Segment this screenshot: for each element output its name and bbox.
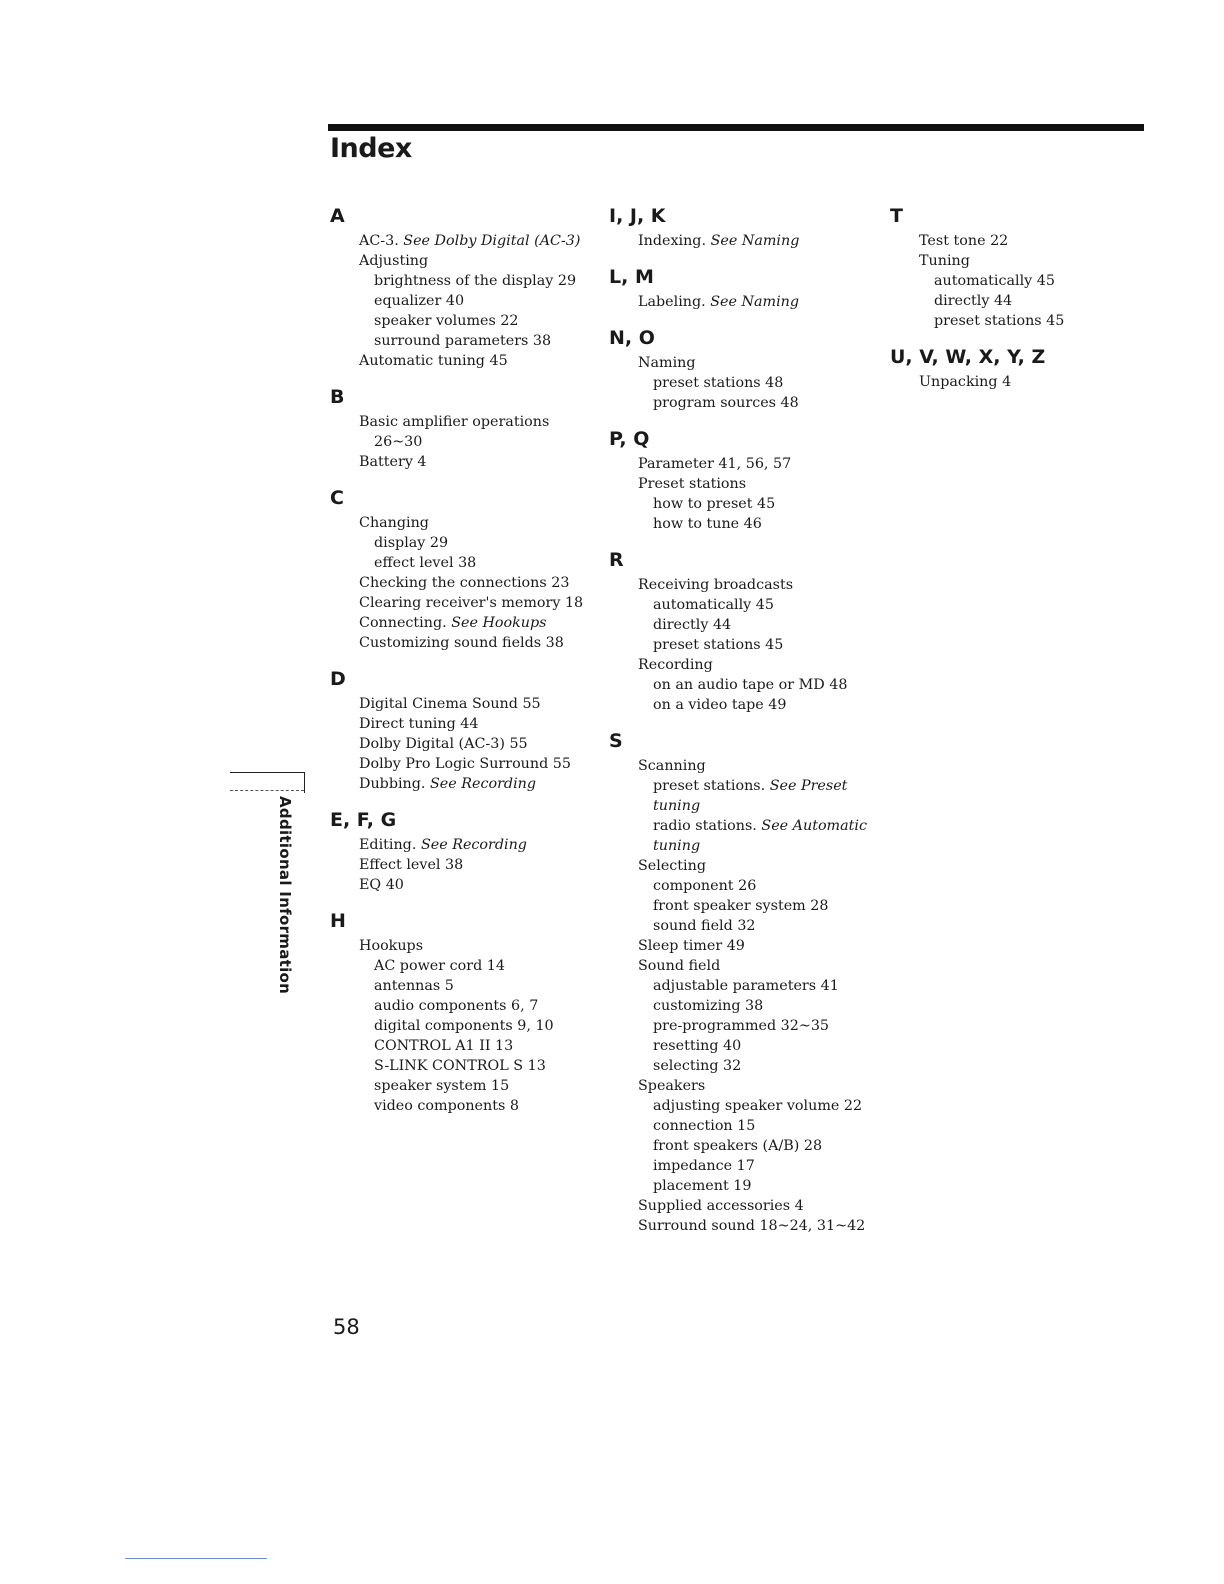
entry-text: Adjusting <box>359 253 429 269</box>
entry-text: AC-3. <box>359 233 399 249</box>
entry-list <box>330 691 595 794</box>
section-letter: T <box>890 205 903 227</box>
index-entry <box>919 271 1090 291</box>
entry-text: Sound field <box>638 958 721 974</box>
entry-list <box>890 369 1090 392</box>
index-entry <box>359 251 595 271</box>
index-entry <box>638 514 874 534</box>
entry-text: Connecting. <box>359 615 447 631</box>
side-tab-divider <box>230 790 304 791</box>
index-entry <box>359 633 595 653</box>
entry-text: EQ 40 <box>359 877 404 893</box>
entry-text: Naming <box>638 355 696 371</box>
index-entry <box>919 311 1090 331</box>
index-entry <box>638 655 874 675</box>
index-entry <box>359 936 595 956</box>
entry-text: front speakers (A/B) 28 <box>653 1138 823 1154</box>
index-entry <box>638 1076 874 1096</box>
index-section <box>609 265 874 312</box>
entry-text: surround parameters 38 <box>374 333 552 349</box>
index-entry <box>359 351 595 371</box>
entry-list <box>609 228 874 251</box>
entry-text: on a video tape 49 <box>653 697 787 713</box>
entry-text: antennas 5 <box>374 978 454 994</box>
section-letter: C <box>330 487 344 509</box>
index-entry <box>359 694 595 714</box>
entry-list <box>609 350 874 413</box>
index-entry <box>638 635 874 655</box>
entry-text: Supplied accessories 4 <box>638 1198 804 1214</box>
entry-text: directly 44 <box>934 293 1013 309</box>
index-entry <box>919 291 1090 311</box>
entry-list <box>330 832 595 895</box>
section-letter: R <box>609 549 624 571</box>
entry-text: Dubbing. <box>359 776 426 792</box>
index-entry <box>359 1096 595 1116</box>
entry-text: Speakers <box>638 1078 706 1094</box>
entry-text: automatically 45 <box>934 273 1055 289</box>
entry-list <box>330 409 595 472</box>
entry-text: Clearing receiver's memory 18 <box>359 595 584 611</box>
entry-text: AC power cord 14 <box>374 958 505 974</box>
index-entry <box>359 875 595 895</box>
entry-text: adjusting speaker volume 22 <box>653 1098 863 1114</box>
index-section <box>609 427 874 534</box>
entry-text: 26~30 <box>374 434 423 450</box>
index-entry <box>359 291 595 311</box>
entry-text: customizing 38 <box>653 998 764 1014</box>
entry-list <box>330 510 595 653</box>
see-reference: See Recording <box>430 776 537 792</box>
entry-list <box>609 289 874 312</box>
index-entry <box>359 956 595 976</box>
section-letter: A <box>330 205 345 227</box>
index-entry <box>638 575 874 595</box>
index-entry <box>359 1036 595 1056</box>
index-entry <box>359 412 595 432</box>
index-entry <box>638 494 874 514</box>
entry-text: Labeling. <box>638 294 706 310</box>
index-entry <box>359 613 595 633</box>
index-section <box>609 729 874 1236</box>
index-entry <box>359 452 595 472</box>
index-entry <box>638 1156 874 1176</box>
entry-text: Parameter 41, 56, 57 <box>638 456 792 472</box>
see-reference: See Hookups <box>451 615 547 631</box>
index-entry <box>638 1016 874 1036</box>
page-title: Index <box>330 133 412 164</box>
index-entry <box>638 856 874 876</box>
index-entry <box>638 474 874 494</box>
entry-text: preset stations. <box>653 778 766 794</box>
index-entry <box>359 855 595 875</box>
entry-text: effect level 38 <box>374 555 477 571</box>
index-entry <box>359 1056 595 1076</box>
entry-text: Scanning <box>638 758 706 774</box>
index-section <box>330 909 595 1116</box>
entry-text: program sources 48 <box>653 395 799 411</box>
index-entry <box>359 231 595 251</box>
index-entry <box>638 796 874 816</box>
entry-text: Changing <box>359 515 429 531</box>
index-entry <box>638 816 874 836</box>
index-entry <box>638 1176 874 1196</box>
see-reference: See Automatic <box>761 818 867 834</box>
entry-text: resetting 40 <box>653 1038 742 1054</box>
entry-text: how to preset 45 <box>653 496 776 512</box>
index-entry <box>638 675 874 695</box>
index-section <box>330 808 595 895</box>
entry-list <box>609 753 874 1236</box>
index-section <box>330 667 595 794</box>
entry-text: pre-programmed 32~35 <box>653 1018 830 1034</box>
see-reference: See Preset <box>769 778 848 794</box>
entry-text: Sleep timer 49 <box>638 938 745 954</box>
entry-text: radio stations. <box>653 818 757 834</box>
index-entry <box>638 756 874 776</box>
section-letter: U, V, W, X, Y, Z <box>890 346 1046 368</box>
see-reference: See Naming <box>710 294 800 310</box>
entry-text: Automatic tuning 45 <box>359 353 508 369</box>
section-letter: H <box>330 910 346 932</box>
index-section <box>609 548 874 715</box>
index-section <box>609 204 874 251</box>
entry-text: video components 8 <box>374 1098 519 1114</box>
index-section <box>609 326 874 413</box>
index-entry <box>359 714 595 734</box>
index-entry <box>638 1196 874 1216</box>
entry-text: Customizing sound fields 38 <box>359 635 564 651</box>
index-section <box>330 486 595 653</box>
index-entry <box>638 393 874 413</box>
side-tab-label: Additional Information <box>276 796 294 995</box>
index-entry <box>638 695 874 715</box>
index-entry <box>638 1116 874 1136</box>
entry-text: Indexing. <box>638 233 707 249</box>
entry-text: sound field 32 <box>653 918 756 934</box>
entry-text: directly 44 <box>653 617 732 633</box>
entry-text: speaker system 15 <box>374 1078 510 1094</box>
index-entry <box>359 976 595 996</box>
entry-text: display 29 <box>374 535 449 551</box>
section-letter: E, F, G <box>330 809 397 831</box>
index-entry <box>638 292 874 312</box>
see-reference: See Naming <box>710 233 800 249</box>
index-column-3 <box>890 204 1090 406</box>
entry-text: Checking the connections 23 <box>359 575 570 591</box>
index-section <box>330 385 595 472</box>
section-letter: L, M <box>609 266 654 288</box>
entry-text: Dolby Digital (AC-3) 55 <box>359 736 528 752</box>
entry-text: Effect level 38 <box>359 857 464 873</box>
entry-text: Tuning <box>919 253 970 269</box>
index-entry <box>638 1056 874 1076</box>
index-entry <box>359 996 595 1016</box>
index-entry <box>359 311 595 331</box>
footer-rule <box>125 1558 267 1559</box>
index-entry <box>638 876 874 896</box>
entry-text: impedance 17 <box>653 1158 755 1174</box>
entry-text: automatically 45 <box>653 597 774 613</box>
index-entry <box>638 1136 874 1156</box>
entry-list <box>609 572 874 715</box>
section-letter: I, J, K <box>609 205 666 227</box>
index-entry <box>359 432 595 452</box>
entry-text: on an audio tape or MD 48 <box>653 677 848 693</box>
see-reference: See Dolby Digital (AC-3) <box>403 233 581 249</box>
index-entry <box>638 896 874 916</box>
index-entry <box>359 774 595 794</box>
index-entry <box>638 836 874 856</box>
index-entry <box>638 231 874 251</box>
entry-text: Editing. <box>359 837 417 853</box>
see-reference: See Recording <box>420 837 527 853</box>
index-entry <box>638 1036 874 1056</box>
index-entry <box>638 996 874 1016</box>
index-entry <box>359 1076 595 1096</box>
index-section <box>890 345 1090 392</box>
index-entry <box>638 976 874 996</box>
index-entry <box>638 353 874 373</box>
index-entry <box>638 595 874 615</box>
index-column-1 <box>330 204 595 1130</box>
entry-text: Digital Cinema Sound 55 <box>359 696 541 712</box>
index-entry <box>359 1016 595 1036</box>
entry-list <box>890 228 1090 331</box>
entry-text: Surround sound 18~24, 31~42 <box>638 1218 866 1234</box>
index-entry <box>638 956 874 976</box>
section-letter: D <box>330 668 346 690</box>
index-entry <box>359 835 595 855</box>
entry-text: preset stations 45 <box>653 637 784 653</box>
entry-text: digital components 9, 10 <box>374 1018 554 1034</box>
index-entry <box>359 513 595 533</box>
entry-text: Battery 4 <box>359 454 427 470</box>
index-entry <box>638 1216 874 1236</box>
page-number: 58 <box>333 1315 360 1339</box>
entry-text: Hookups <box>359 938 424 954</box>
header-rule <box>328 124 1144 131</box>
index-entry <box>638 1096 874 1116</box>
index-entry <box>359 553 595 573</box>
see-reference: tuning <box>653 838 701 854</box>
entry-list <box>609 451 874 534</box>
entry-text: Recording <box>638 657 713 673</box>
index-entry <box>919 231 1090 251</box>
entry-text: selecting 32 <box>653 1058 742 1074</box>
index-entry <box>919 372 1090 392</box>
index-entry <box>359 533 595 553</box>
index-entry <box>638 776 874 796</box>
index-entry <box>359 754 595 774</box>
entry-text: Preset stations <box>638 476 747 492</box>
entry-text: equalizer 40 <box>374 293 465 309</box>
entry-text: component 26 <box>653 878 757 894</box>
index-entry <box>638 936 874 956</box>
index-column-2 <box>609 204 874 1250</box>
entry-text: CONTROL A1 II 13 <box>374 1038 514 1054</box>
index-entry <box>638 373 874 393</box>
see-reference: tuning <box>653 798 701 814</box>
index-entry <box>359 331 595 351</box>
entry-text: Receiving broadcasts <box>638 577 794 593</box>
entry-text: Basic amplifier operations <box>359 414 550 430</box>
entry-text: preset stations 45 <box>934 313 1065 329</box>
index-entry <box>359 593 595 613</box>
entry-text: preset stations 48 <box>653 375 784 391</box>
index-entry <box>638 615 874 635</box>
entry-text: speaker volumes 22 <box>374 313 519 329</box>
entry-text: Unpacking 4 <box>919 374 1012 390</box>
entry-list <box>330 228 595 371</box>
section-letter: S <box>609 730 623 752</box>
section-letter: B <box>330 386 345 408</box>
entry-text: brightness of the display 29 <box>374 273 577 289</box>
entry-list <box>330 933 595 1116</box>
index-entry <box>359 271 595 291</box>
section-letter: P, Q <box>609 428 650 450</box>
index-entry <box>359 573 595 593</box>
index-section <box>330 204 595 371</box>
entry-text: Test tone 22 <box>919 233 1009 249</box>
entry-text: adjustable parameters 41 <box>653 978 839 994</box>
entry-text: front speaker system 28 <box>653 898 829 914</box>
entry-text: audio components 6, 7 <box>374 998 539 1014</box>
entry-text: connection 15 <box>653 1118 756 1134</box>
entry-text: Selecting <box>638 858 706 874</box>
index-entry <box>638 454 874 474</box>
entry-text: S-LINK CONTROL S 13 <box>374 1058 546 1074</box>
index-entry <box>638 916 874 936</box>
entry-text: placement 19 <box>653 1178 752 1194</box>
index-entry <box>919 251 1090 271</box>
section-letter: N, O <box>609 327 655 349</box>
index-entry <box>359 734 595 754</box>
index-section <box>890 204 1090 331</box>
entry-text: Dolby Pro Logic Surround 55 <box>359 756 571 772</box>
entry-text: how to tune 46 <box>653 516 762 532</box>
entry-text: Direct tuning 44 <box>359 716 479 732</box>
